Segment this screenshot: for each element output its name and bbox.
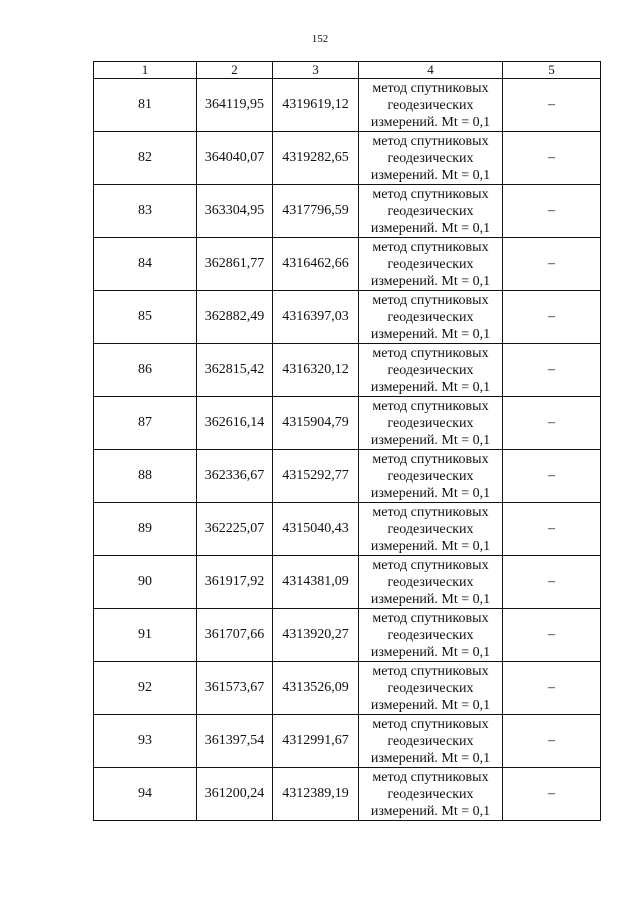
x-coordinate-cell: 362336,67: [197, 450, 273, 503]
table-row: [94, 503, 601, 556]
method-text-line: метод спутниковых: [372, 133, 489, 149]
column-header: 4: [359, 62, 503, 79]
method-text-line: измерений. Mt = 0,1: [370, 220, 491, 236]
method-text-line: геодезических: [387, 521, 474, 537]
method-text-line: геодезических: [387, 733, 474, 749]
x-coordinate-cell: 362616,14: [197, 397, 273, 450]
point-number-cell: 92: [94, 662, 197, 715]
table-row: [94, 715, 601, 768]
method-text-line: геодезических: [387, 97, 474, 113]
y-coordinate-cell: 4316320,12: [273, 344, 359, 397]
note-cell: –: [503, 397, 601, 450]
note-cell: –: [503, 291, 601, 344]
table-row: [94, 768, 601, 821]
note-cell: –: [503, 450, 601, 503]
y-coordinate-cell: 4317796,59: [273, 185, 359, 238]
x-coordinate-cell: 362882,49: [197, 291, 273, 344]
method-text-line: измерений. Mt = 0,1: [370, 379, 491, 395]
note-cell: –: [503, 662, 601, 715]
note-cell: –: [503, 238, 601, 291]
method-text-line: метод спутниковых: [372, 769, 489, 785]
note-cell: –: [503, 609, 601, 662]
x-coordinate-cell: 363304,95: [197, 185, 273, 238]
method-text-line: геодезических: [387, 574, 474, 590]
method-text-line: геодезических: [387, 627, 474, 643]
table-row: [94, 450, 601, 503]
method-text-line: метод спутниковых: [372, 504, 489, 520]
method-text-line: метод спутниковых: [372, 345, 489, 361]
table-row: [94, 291, 601, 344]
column-header: 5: [503, 62, 601, 79]
method-text-line: метод спутниковых: [372, 451, 489, 467]
method-cell: [359, 132, 503, 185]
method-text-line: геодезических: [387, 362, 474, 378]
point-number-cell: 86: [94, 344, 197, 397]
y-coordinate-cell: 4313920,27: [273, 609, 359, 662]
method-text-line: метод спутниковых: [372, 398, 489, 414]
point-number-cell: 94: [94, 768, 197, 821]
x-coordinate-cell: 362861,77: [197, 238, 273, 291]
note-cell: –: [503, 715, 601, 768]
x-coordinate-cell: 361707,66: [197, 609, 273, 662]
point-number-cell: 85: [94, 291, 197, 344]
y-coordinate-cell: 4313526,09: [273, 662, 359, 715]
point-number-cell: 89: [94, 503, 197, 556]
table-row: [94, 185, 601, 238]
method-text-line: метод спутниковых: [372, 610, 489, 626]
point-number-cell: 93: [94, 715, 197, 768]
method-cell: [359, 556, 503, 609]
method-text-line: измерений. Mt = 0,1: [370, 644, 491, 660]
method-text-line: метод спутниковых: [372, 80, 489, 96]
y-coordinate-cell: 4316397,03: [273, 291, 359, 344]
x-coordinate-cell: 364119,95: [197, 79, 273, 132]
method-text-line: измерений. Mt = 0,1: [370, 485, 491, 501]
y-coordinate-cell: 4315292,77: [273, 450, 359, 503]
method-text-line: измерений. Mt = 0,1: [370, 167, 491, 183]
method-cell: [359, 291, 503, 344]
method-text-line: измерений. Mt = 0,1: [370, 591, 491, 607]
method-text-line: измерений. Mt = 0,1: [370, 803, 491, 819]
method-cell: [359, 662, 503, 715]
method-text-line: измерений. Mt = 0,1: [370, 697, 491, 713]
point-number-cell: 84: [94, 238, 197, 291]
method-text-line: геодезических: [387, 150, 474, 166]
method-text-line: измерений. Mt = 0,1: [370, 750, 491, 766]
note-cell: –: [503, 768, 601, 821]
method-cell: [359, 715, 503, 768]
column-header: 1: [94, 62, 197, 79]
table-row: [94, 662, 601, 715]
table-row: [94, 344, 601, 397]
method-cell: [359, 503, 503, 556]
method-text-line: геодезических: [387, 256, 474, 272]
method-text-line: метод спутниковых: [372, 716, 489, 732]
table-row: [94, 79, 601, 132]
x-coordinate-cell: 361397,54: [197, 715, 273, 768]
method-cell: [359, 609, 503, 662]
x-coordinate-cell: 361573,67: [197, 662, 273, 715]
y-coordinate-cell: 4316462,66: [273, 238, 359, 291]
method-text-line: метод спутниковых: [372, 557, 489, 573]
x-coordinate-cell: 362225,07: [197, 503, 273, 556]
coordinates-table: [93, 61, 601, 821]
method-cell: [359, 450, 503, 503]
column-header: 3: [273, 62, 359, 79]
method-text-line: измерений. Mt = 0,1: [370, 114, 491, 130]
method-text-line: измерений. Mt = 0,1: [370, 432, 491, 448]
method-text-line: метод спутниковых: [372, 239, 489, 255]
method-text-line: метод спутниковых: [372, 186, 489, 202]
point-number-cell: 91: [94, 609, 197, 662]
point-number-cell: 81: [94, 79, 197, 132]
y-coordinate-cell: 4314381,09: [273, 556, 359, 609]
method-text-line: метод спутниковых: [372, 292, 489, 308]
note-cell: –: [503, 503, 601, 556]
point-number-cell: 82: [94, 132, 197, 185]
x-coordinate-cell: 361917,92: [197, 556, 273, 609]
table-row: [94, 609, 601, 662]
note-cell: –: [503, 79, 601, 132]
table-row: [94, 556, 601, 609]
method-cell: [359, 344, 503, 397]
y-coordinate-cell: 4319282,65: [273, 132, 359, 185]
y-coordinate-cell: 4315040,43: [273, 503, 359, 556]
point-number-cell: 90: [94, 556, 197, 609]
method-text-line: метод спутниковых: [372, 663, 489, 679]
x-coordinate-cell: 364040,07: [197, 132, 273, 185]
note-cell: –: [503, 556, 601, 609]
method-text-line: измерений. Mt = 0,1: [370, 538, 491, 554]
method-cell: [359, 768, 503, 821]
column-header: 2: [197, 62, 273, 79]
note-cell: –: [503, 132, 601, 185]
x-coordinate-cell: 361200,24: [197, 768, 273, 821]
note-cell: –: [503, 344, 601, 397]
method-text-line: геодезических: [387, 468, 474, 484]
header-row: [94, 62, 601, 79]
method-text-line: геодезических: [387, 786, 474, 802]
method-text-line: геодезических: [387, 309, 474, 325]
method-cell: [359, 185, 503, 238]
method-text-line: геодезических: [387, 415, 474, 431]
note-cell: –: [503, 185, 601, 238]
table-row: [94, 238, 601, 291]
method-text-line: измерений. Mt = 0,1: [370, 273, 491, 289]
method-text-line: геодезических: [387, 203, 474, 219]
y-coordinate-cell: 4312389,19: [273, 768, 359, 821]
y-coordinate-cell: 4312991,67: [273, 715, 359, 768]
point-number-cell: 88: [94, 450, 197, 503]
method-cell: [359, 238, 503, 291]
point-number-cell: 83: [94, 185, 197, 238]
method-cell: [359, 397, 503, 450]
method-cell: [359, 79, 503, 132]
table-row: [94, 132, 601, 185]
table-row: [94, 397, 601, 450]
method-text-line: измерений. Mt = 0,1: [370, 326, 491, 342]
y-coordinate-cell: 4319619,12: [273, 79, 359, 132]
page-number: 152: [311, 33, 329, 45]
y-coordinate-cell: 4315904,79: [273, 397, 359, 450]
point-number-cell: 87: [94, 397, 197, 450]
method-text-line: геодезических: [387, 680, 474, 696]
x-coordinate-cell: 362815,42: [197, 344, 273, 397]
